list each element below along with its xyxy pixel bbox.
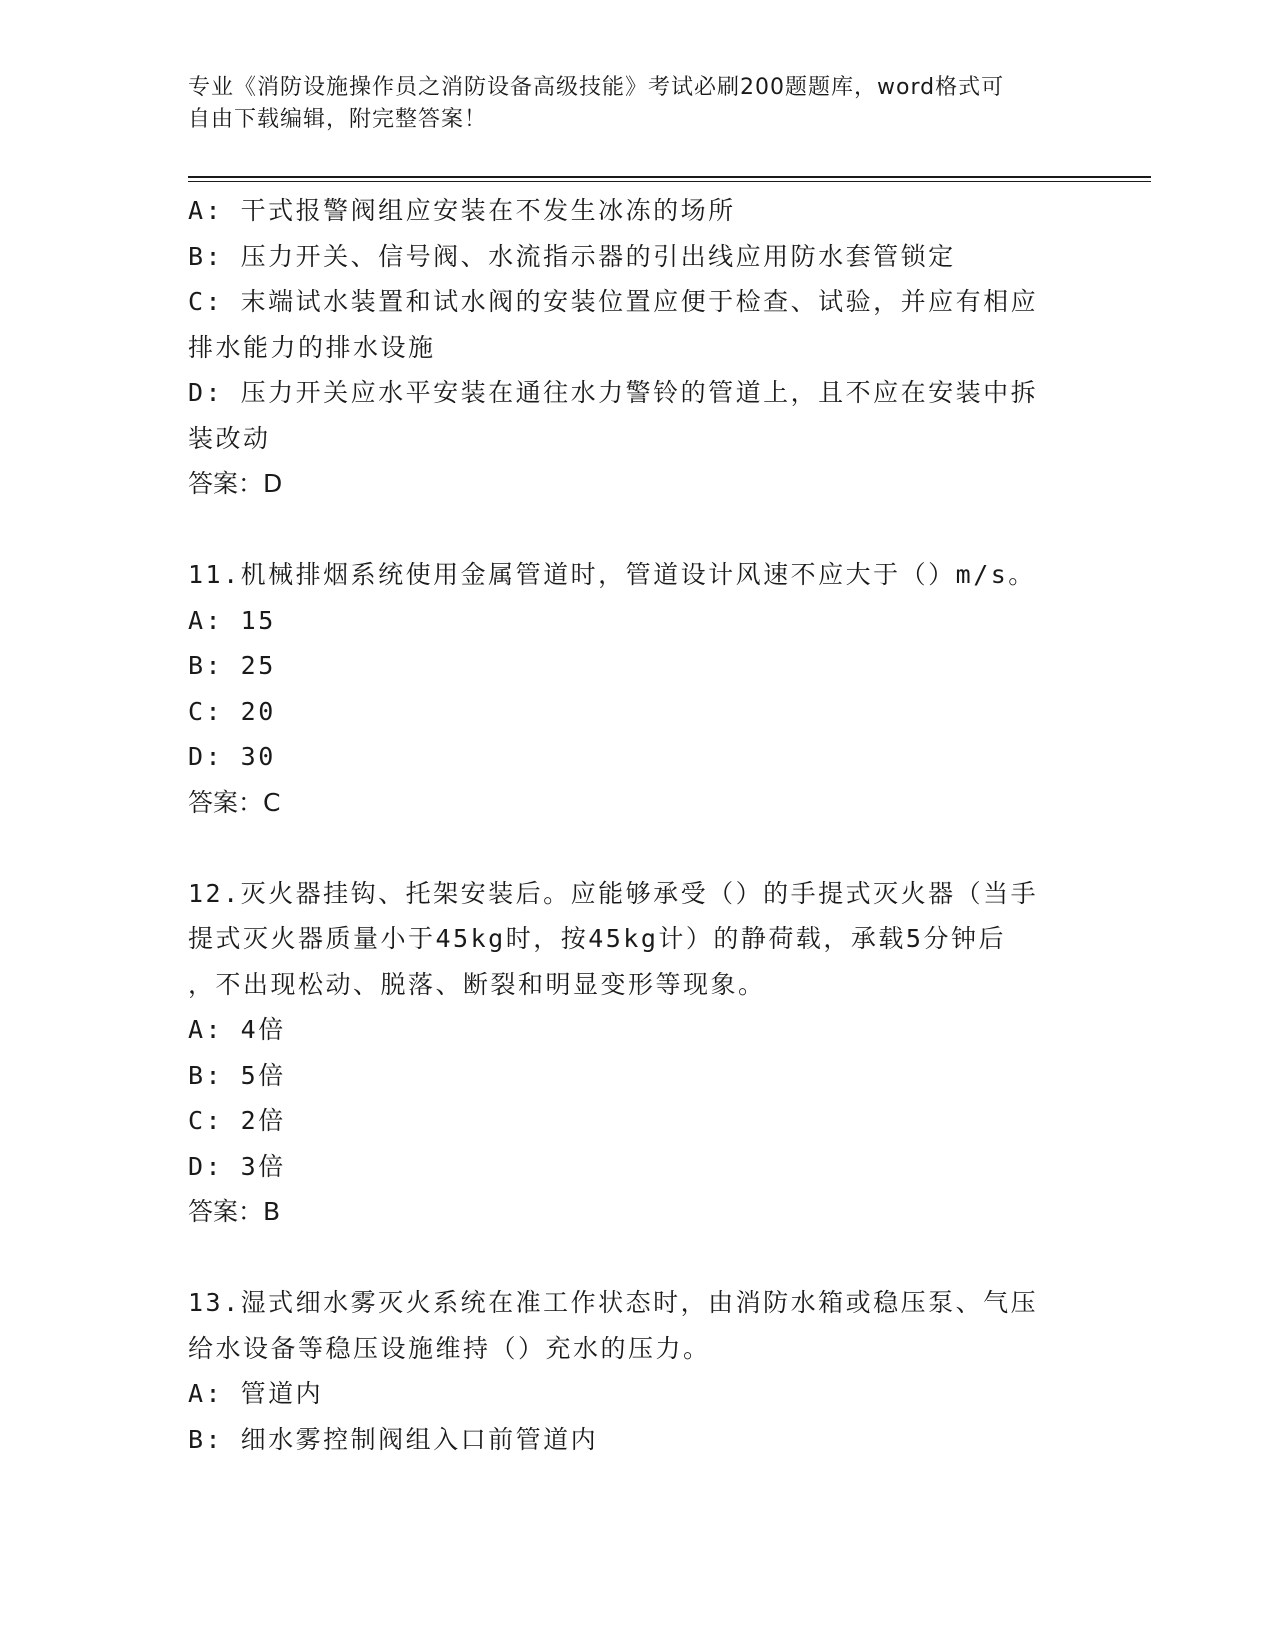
answer: 答案：D	[188, 469, 283, 498]
question-block-12	[188, 871, 1088, 1235]
document-header	[188, 72, 1068, 136]
option-a: A: 干式报警阀组应安装在不发生冰冻的场所	[188, 196, 736, 225]
option-d-continued: 装改动	[188, 423, 271, 453]
option-a: A: 4倍	[188, 1015, 286, 1044]
option-b: B: 5倍	[188, 1060, 286, 1090]
header-divider-thick	[188, 176, 1151, 178]
question-block-previous	[188, 188, 1088, 507]
question-stem-continued: 给水设备等稳压设施维持（）充水的压力。	[188, 1333, 711, 1363]
header-divider-thin	[188, 181, 1151, 182]
option-b: B: 25	[188, 651, 276, 680]
header-line-2: 自由下载编辑，附完整答案！	[188, 107, 488, 132]
question-stem-continued: ，不出现松动、脱落、断裂和明显变形等现象。	[188, 969, 766, 999]
option-c: C: 20	[188, 696, 276, 726]
question-stem: 12.灭火器挂钩、托架安装后。应能够承受（）的手提式灭火器（当手	[188, 878, 1039, 908]
spacer	[188, 1235, 1088, 1281]
question-content	[188, 188, 1088, 1462]
question-block-13	[188, 1280, 1088, 1462]
option-d: D: 3倍	[188, 1151, 286, 1181]
header-line-1: 专业《消防设施操作员之消防设备高级技能》考试必刷200题题库，word格式可	[188, 75, 1005, 100]
option-c: C: 末端试水装置和试水阀的安装位置应便于检查、试验，并应有相应	[188, 287, 1039, 316]
option-a: A: 管道内	[188, 1379, 324, 1408]
option-d: D: 压力开关应水平安装在通往水力警铃的管道上，且不应在安装中拆	[188, 378, 1039, 407]
question-block-11	[188, 552, 1088, 825]
option-d: D: 30	[188, 742, 276, 771]
spacer	[188, 507, 1088, 553]
option-b: B: 细水雾控制阀组入口前管道内	[188, 1424, 599, 1454]
question-stem-continued: 提式灭火器质量小于45kg时，按45kg计）的静荷载，承载5分钟后	[188, 924, 1006, 953]
question-stem: 11.机械排烟系统使用金属管道时，管道设计风速不应大于（）m/s。	[188, 560, 1036, 589]
option-b: B: 压力开关、信号阀、水流指示器的引出线应用防水套管锁定	[188, 241, 956, 271]
option-c: C: 2倍	[188, 1106, 286, 1135]
answer: 答案：B	[188, 1197, 281, 1226]
answer: 答案：C	[188, 787, 281, 817]
option-c-continued: 排水能力的排水设施	[188, 332, 436, 362]
spacer	[188, 825, 1088, 871]
question-stem: 13.湿式细水雾灭火系统在准工作状态时，由消防水箱或稳压泵、气压	[188, 1288, 1039, 1317]
option-a: A: 15	[188, 605, 276, 635]
